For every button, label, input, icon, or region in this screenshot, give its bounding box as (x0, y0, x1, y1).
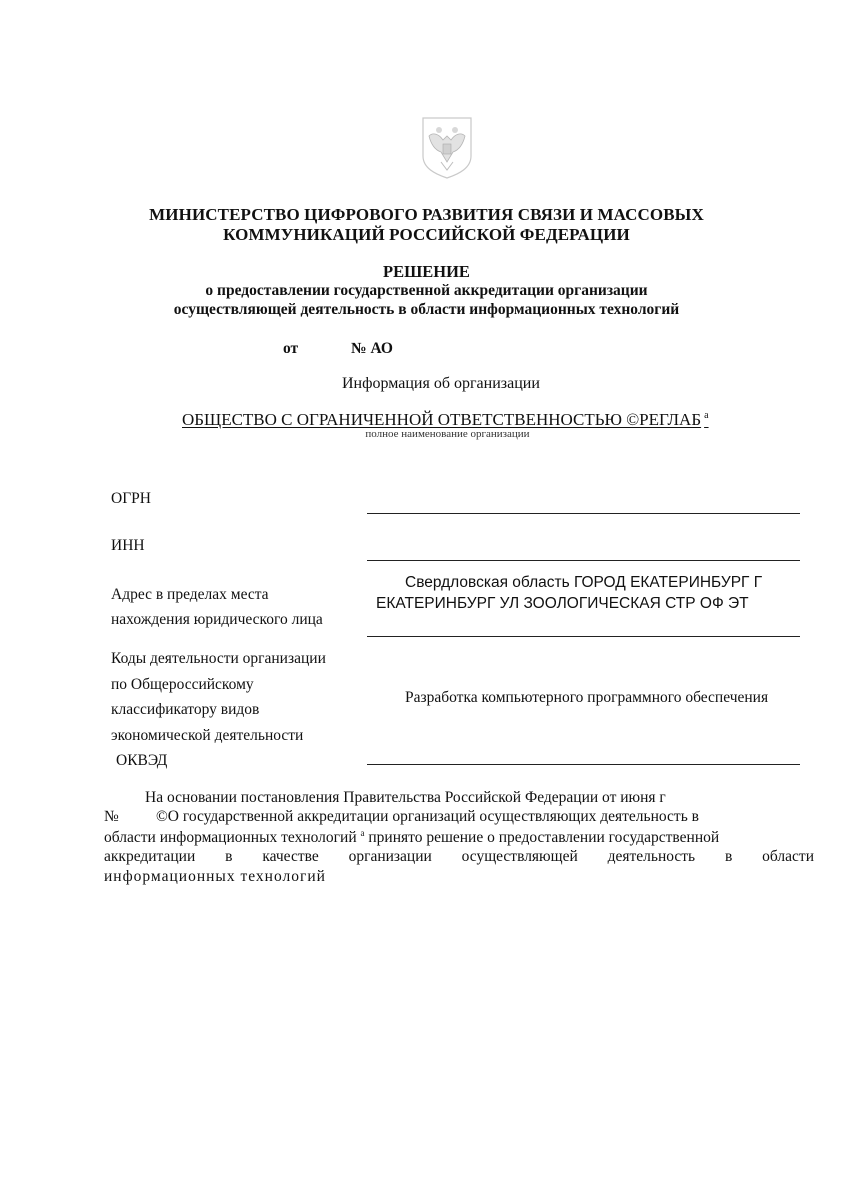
address-label-line1: Адрес в пределах места (111, 586, 269, 603)
inn-label: ИНН (111, 537, 145, 554)
address-underline (367, 636, 800, 637)
decision-subtitle-line1: о предоставлении государственной аккредитации организации (205, 282, 648, 299)
basis-line5: информационных технологий (104, 868, 326, 885)
codes-underline (367, 764, 800, 765)
decision-number-label: № АО (351, 340, 393, 357)
codes-label-line3: классификатору видов (111, 701, 260, 718)
org-full-name-mark: а (704, 410, 709, 422)
org-info-heading: Информация об организации (342, 375, 540, 392)
basis-line3 (104, 828, 719, 847)
decision-title: РЕШЕНИЕ (383, 262, 470, 281)
ogrn-label: ОГРН (111, 490, 151, 507)
decision-date-label: от (283, 340, 299, 357)
russian-coat-of-arms-icon (419, 116, 475, 180)
codes-value: Разработка компьютерного программного обеспечения (405, 689, 769, 706)
codes-label-line1: Коды деятельности организации (111, 650, 326, 667)
org-full-name (182, 410, 709, 430)
ogrn-underline (367, 513, 800, 514)
address-value: Свердловская область ГОРОД ЕКАТЕРИНБУРГ Г ЕКАТЕРИНБУРГ УЛ ЗООЛОГИЧЕСКАЯ СТР ОФ ЭТ (376, 574, 763, 612)
decision-subtitle-line2: осуществляющей деятельность в области информационных технологий (173, 301, 680, 318)
codes-label-line4: экономической деятельности (111, 727, 304, 744)
address-label-line2: нахождения юридического лица (111, 611, 323, 628)
inn-underline (367, 560, 800, 561)
codes-label-line5: ОКВЭД (116, 752, 168, 769)
basis-line3-post: принято решение о предоставлении государственной (368, 829, 720, 847)
ministry-name-line1: МИНИСТЕРСТВО ЦИФРОВОГО РАЗВИТИЯ СВЯЗИ И МАССОВЫХ (149, 205, 704, 224)
basis-line1: На основании постановления Правительства Российской Федерации от июня г (145, 789, 666, 806)
org-full-name-text: ОБЩЕСТВО С ОГРАНИЧЕННОЙ ОТВЕТСТВЕННОСТЬЮ ©РЕГЛАБ (182, 410, 702, 429)
basis-line2: ©О государственной аккредитации организаций осуществляющих деятельность в (156, 808, 699, 825)
basis-line2-number: № (104, 808, 119, 825)
org-full-name-caption: полное наименование организации (365, 428, 530, 440)
codes-label-line2: по Общероссийскому (111, 676, 254, 693)
basis-line4: аккредитации в качестве организации осуществляющей деятельность в области (104, 848, 814, 865)
basis-line3-mark: а (360, 828, 365, 838)
ministry-name-line2: КОММУНИКАЦИЙ РОССИЙСКОЙ ФЕДЕРАЦИИ (223, 225, 630, 244)
basis-line3-pre: области информационных технологий (104, 829, 357, 847)
